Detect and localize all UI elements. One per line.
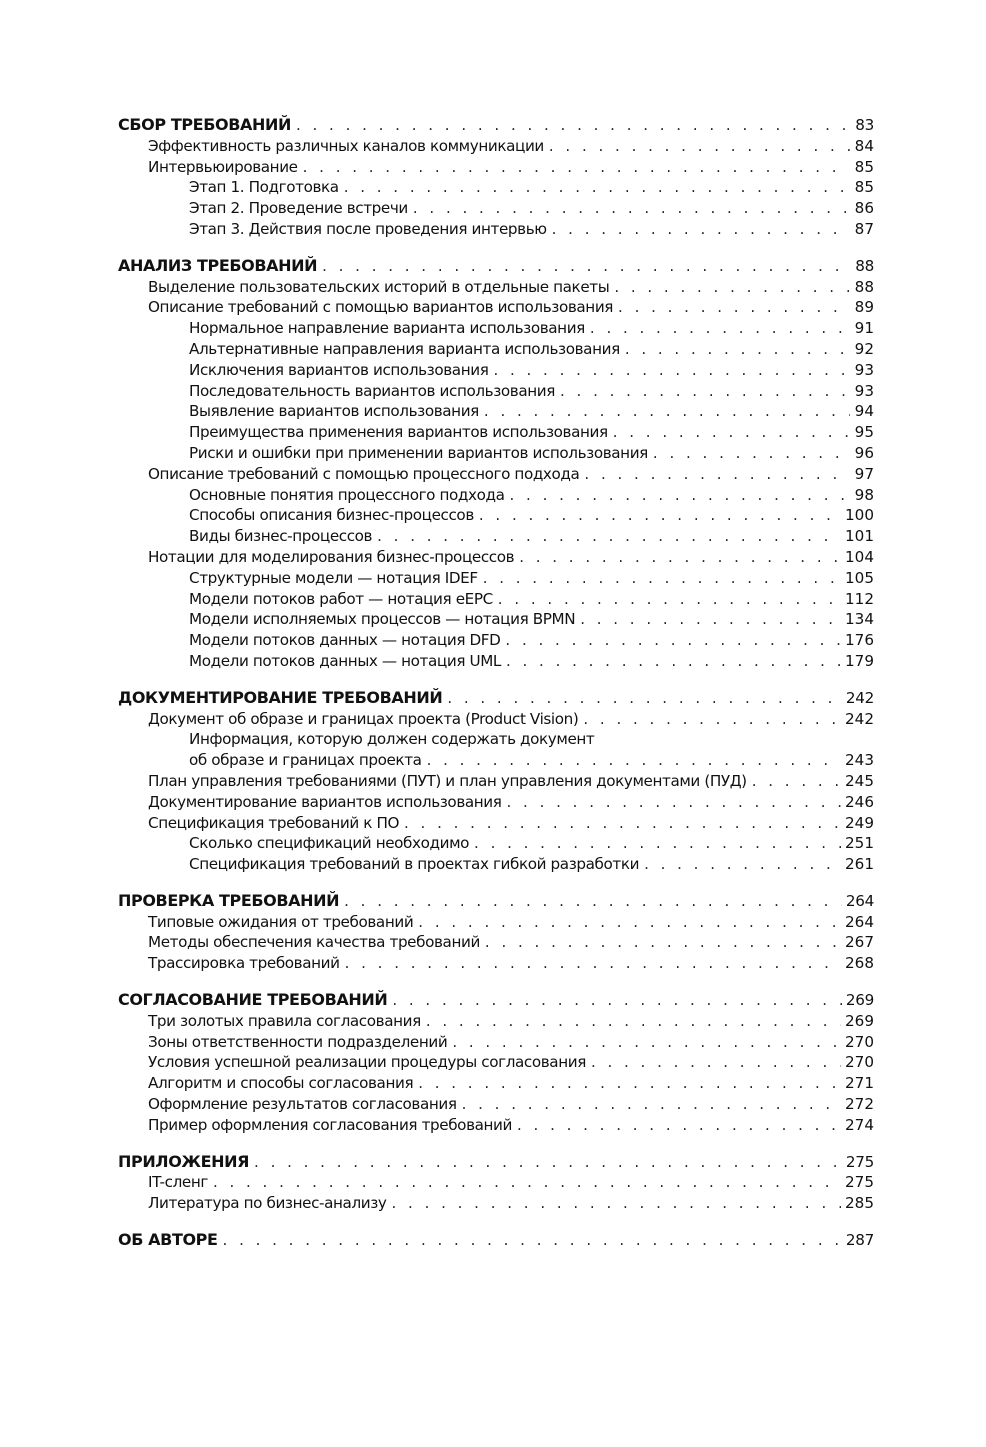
toc-entry[interactable] (118, 750, 874, 771)
dot-leader (322, 256, 850, 277)
page-number: 95 (854, 423, 874, 442)
entry-title: Оформление результатов согласования (148, 1095, 457, 1114)
page-number: 246 (845, 792, 874, 811)
entry-title: Этап 3. Действия после проведения интервью (189, 219, 547, 238)
dot-leader (452, 1032, 841, 1053)
toc-entry[interactable] (118, 318, 874, 339)
toc-entry[interactable] (118, 1115, 874, 1136)
entry-title: Способы описания бизнес-процессов (189, 506, 474, 525)
toc-entry[interactable] (118, 1073, 874, 1094)
page-number: 264 (845, 912, 874, 931)
dot-leader (517, 1115, 841, 1136)
dot-leader (479, 505, 841, 526)
table-of-contents (118, 115, 874, 1267)
toc-entry[interactable] (118, 729, 874, 750)
dot-leader (413, 198, 850, 219)
entry-title: об образе и границах проекта (189, 751, 422, 770)
entry-title: Выявление вариантов использования (189, 402, 479, 421)
dot-leader (462, 1094, 841, 1115)
entry-title: Описание требований с помощью вариантов использования (148, 298, 614, 317)
toc-entry[interactable] (118, 198, 874, 219)
toc-entry[interactable] (118, 136, 874, 157)
toc-chapter-entry[interactable] (118, 115, 874, 136)
toc-chapter-entry[interactable] (118, 688, 874, 709)
dot-leader (344, 177, 850, 198)
page-number: 86 (854, 199, 874, 218)
toc-section (118, 1152, 874, 1214)
page-number: 268 (845, 954, 874, 973)
entry-title: Литература по бизнес-анализу (148, 1194, 387, 1213)
page-number: 271 (845, 1074, 874, 1093)
page-number: 96 (854, 443, 874, 462)
page-number: 270 (845, 1032, 874, 1051)
page-number: 274 (845, 1115, 874, 1134)
entry-title: Спецификация требований в проектах гибкой разработки (189, 855, 640, 874)
dot-leader (498, 589, 841, 610)
page-number: 285 (845, 1194, 874, 1213)
chapter-title: СОГЛАСОВАНИЕ ТРЕБОВАНИЙ (118, 990, 388, 1010)
toc-entry[interactable] (118, 651, 874, 672)
toc-entry[interactable] (118, 339, 874, 360)
dot-leader (583, 709, 841, 730)
toc-entry[interactable] (118, 485, 874, 506)
toc-entry[interactable] (118, 833, 874, 854)
page-number: 243 (845, 751, 874, 770)
page-number: 105 (845, 568, 874, 587)
dot-leader (618, 297, 850, 318)
toc-chapter-entry[interactable] (118, 1230, 874, 1251)
dot-leader (507, 792, 841, 813)
toc-entry[interactable] (118, 464, 874, 485)
entry-title: Альтернативные направления варианта использования (189, 339, 620, 358)
toc-entry[interactable] (118, 1032, 874, 1053)
toc-chapter-entry[interactable] (118, 990, 874, 1011)
toc-section (118, 891, 874, 974)
page-number: 104 (845, 547, 874, 566)
dot-leader (223, 1230, 842, 1251)
toc-entry[interactable] (118, 1094, 874, 1115)
dot-leader (447, 688, 842, 709)
toc-entry[interactable] (118, 1193, 874, 1214)
toc-entry[interactable] (118, 1172, 874, 1193)
dot-leader (427, 750, 841, 771)
page-number: 92 (854, 339, 874, 358)
toc-entry[interactable] (118, 932, 874, 953)
dot-leader (392, 990, 842, 1011)
page-number: 242 (845, 709, 874, 728)
dot-leader (653, 443, 850, 464)
entry-title: Пример оформления согласования требований (148, 1115, 512, 1134)
page-number: 249 (845, 813, 874, 832)
toc-entry[interactable] (118, 381, 874, 402)
dot-leader (519, 547, 841, 568)
entry-title: Нотации для моделирования бизнес-процессов (148, 547, 515, 566)
entry-title: Модели потоков работ — нотация eEPC (189, 589, 493, 608)
page-number: 269 (845, 1011, 874, 1030)
entry-title: Условия успешной реализации процедуры согласования (148, 1053, 586, 1072)
entry-title: Этап 2. Проведение встречи (189, 199, 408, 218)
dot-leader (474, 833, 841, 854)
chapter-title: ОБ АВТОРЕ (118, 1230, 218, 1250)
page-number: 91 (854, 319, 874, 338)
toc-entry[interactable] (118, 589, 874, 610)
dot-leader (591, 1052, 841, 1073)
dot-leader (584, 464, 850, 485)
dot-leader (644, 854, 841, 875)
dot-leader (483, 568, 841, 589)
toc-entry[interactable] (118, 568, 874, 589)
dot-leader (590, 318, 850, 339)
toc-entry[interactable] (118, 854, 874, 875)
entry-title: Спецификация требований к ПО (148, 813, 400, 832)
toc-entry[interactable] (118, 953, 874, 974)
entry-title: Описание требований с помощью процессного подхода (148, 464, 580, 483)
entry-title: Три золотых правила согласования (148, 1011, 421, 1030)
dot-leader (404, 813, 841, 834)
dot-leader (505, 630, 841, 651)
page-number: 179 (845, 651, 874, 670)
toc-entry[interactable] (118, 1052, 874, 1073)
dot-leader (484, 401, 850, 422)
toc-section (118, 990, 874, 1136)
dot-leader (580, 609, 841, 630)
entry-title: Виды бизнес-процессов (189, 527, 373, 546)
page-number: 89 (854, 298, 874, 317)
page-number: 101 (845, 527, 874, 546)
entry-title: Риски и ошибки при применении вариантов использования (189, 443, 648, 462)
page-number: 264 (845, 891, 874, 910)
page-number: 112 (845, 589, 874, 608)
toc-entry[interactable] (118, 609, 874, 630)
page-number: 100 (845, 506, 874, 525)
toc-entry[interactable] (118, 401, 874, 422)
toc-entry[interactable] (118, 813, 874, 834)
dot-leader (303, 157, 850, 178)
toc-entry[interactable] (118, 547, 874, 568)
dot-leader (625, 339, 850, 360)
page-number: 87 (854, 219, 874, 238)
page-number: 251 (845, 834, 874, 853)
toc-section (118, 256, 874, 672)
chapter-title: ПРИЛОЖЕНИЯ (118, 1151, 250, 1171)
entry-title: Эффективность различных каналов коммуникации (148, 136, 544, 155)
dot-leader (560, 381, 850, 402)
toc-entry[interactable] (118, 277, 874, 298)
dot-leader (485, 932, 841, 953)
dot-leader (213, 1172, 841, 1193)
dot-leader (254, 1152, 842, 1173)
toc-chapter-entry[interactable] (118, 891, 874, 912)
toc-entry[interactable] (118, 709, 874, 730)
dot-leader (614, 277, 850, 298)
page-number: 267 (845, 933, 874, 952)
page-number: 269 (845, 991, 874, 1010)
toc-section (118, 115, 874, 240)
toc-entry[interactable] (118, 1011, 874, 1032)
toc-chapter-entry[interactable] (118, 256, 874, 277)
page-number: 83 (855, 116, 874, 134)
page-number: 97 (854, 464, 874, 483)
dot-leader (377, 526, 841, 547)
toc-entry[interactable] (118, 630, 874, 651)
page-number: 261 (845, 855, 874, 874)
toc-chapter-entry[interactable] (118, 1152, 874, 1173)
entry-title: Интервьюирование (148, 157, 298, 176)
entry-title: Документ об образе и границах проекта (Product Vision) (148, 709, 579, 728)
dot-leader (549, 136, 850, 157)
dot-leader (493, 360, 850, 381)
entry-title: Модели исполняемых процессов — нотация BPMN (189, 610, 576, 629)
toc-entry[interactable] (118, 443, 874, 464)
toc-entry[interactable] (118, 297, 874, 318)
entry-title: Исключения вариантов использования (189, 360, 489, 379)
page-number: 242 (845, 688, 874, 707)
entry-title: Модели потоков данных — нотация UML (189, 651, 501, 670)
dot-leader (552, 219, 850, 240)
entry-title: Преимущества применения вариантов использования (189, 423, 608, 442)
entry-title: Зоны ответственности подразделений (148, 1032, 448, 1051)
entry-title: Информация, которую должен содержать документ (189, 730, 595, 749)
dot-leader (418, 912, 841, 933)
entry-title: Трассировка требований (148, 954, 340, 973)
toc-entry[interactable] (118, 157, 874, 178)
chapter-title: АНАЛИЗ ТРЕБОВАНИЙ (118, 255, 318, 275)
chapter-title: ПРОВЕРКА ТРЕБОВАНИЙ (118, 890, 340, 910)
page-number: 88 (855, 256, 874, 275)
toc-entry[interactable] (118, 505, 874, 526)
dot-leader (418, 1073, 841, 1094)
entry-title: Методы обеспечения качества требований (148, 933, 480, 952)
entry-title: IT-сленг (148, 1173, 208, 1192)
entry-title: План управления требованиями (ПУТ) и план управления документами (ПУД) (148, 771, 747, 790)
dot-leader (506, 651, 841, 672)
page-number: 134 (845, 610, 874, 629)
dot-leader (752, 771, 841, 792)
toc-section (118, 688, 874, 875)
dot-leader (345, 953, 841, 974)
page-number: 85 (854, 178, 874, 197)
toc-entry[interactable] (118, 526, 874, 547)
entry-title: Структурные модели — нотация IDEF (189, 568, 478, 587)
toc-entry[interactable] (118, 792, 874, 813)
page-number: 93 (854, 381, 874, 400)
entry-title: Нормальное направление варианта использования (189, 319, 585, 338)
entry-title: Этап 1. Подготовка (189, 178, 339, 197)
dot-leader (426, 1011, 841, 1032)
dot-leader (613, 422, 850, 443)
toc-entry[interactable] (118, 219, 874, 240)
toc-entry[interactable] (118, 771, 874, 792)
entry-title: Основные понятия процессного подхода (189, 485, 505, 504)
page-number: 93 (854, 360, 874, 379)
chapter-title: ДОКУМЕНТИРОВАНИЕ ТРЕБОВАНИЙ (118, 687, 443, 707)
page-number: 88 (854, 277, 874, 296)
toc-entry[interactable] (118, 422, 874, 443)
entry-title: Документирование вариантов использования (148, 792, 502, 811)
toc-entry[interactable] (118, 360, 874, 381)
toc-entry[interactable] (118, 912, 874, 933)
page-number: 272 (845, 1095, 874, 1114)
page-number: 275 (845, 1152, 874, 1171)
toc-section (118, 1230, 874, 1251)
entry-title: Алгоритм и способы согласования (148, 1074, 414, 1093)
entry-title: Модели потоков данных — нотация DFD (189, 631, 501, 650)
entry-title: Выделение пользовательских историй в отдельные пакеты (148, 277, 610, 296)
page-number: 270 (845, 1053, 874, 1072)
page-number: 84 (854, 136, 874, 155)
page-number: 85 (854, 157, 874, 176)
entry-title: Типовые ожидания от требований (148, 912, 414, 931)
toc-entry[interactable] (118, 177, 874, 198)
page-number: 176 (845, 631, 874, 650)
entry-title: Сколько спецификаций необходимо (189, 834, 470, 853)
page-number: 245 (845, 771, 874, 790)
page-number: 275 (845, 1173, 874, 1192)
page-number: 98 (854, 485, 874, 504)
dot-leader (392, 1193, 842, 1214)
dot-leader (510, 485, 850, 506)
entry-title: Последовательность вариантов использования (189, 381, 555, 400)
dot-leader (344, 891, 842, 912)
chapter-title: СБОР ТРЕБОВАНИЙ (118, 115, 291, 134)
dot-leader (296, 115, 850, 136)
page-number: 94 (854, 402, 874, 421)
page-number: 287 (845, 1231, 874, 1250)
